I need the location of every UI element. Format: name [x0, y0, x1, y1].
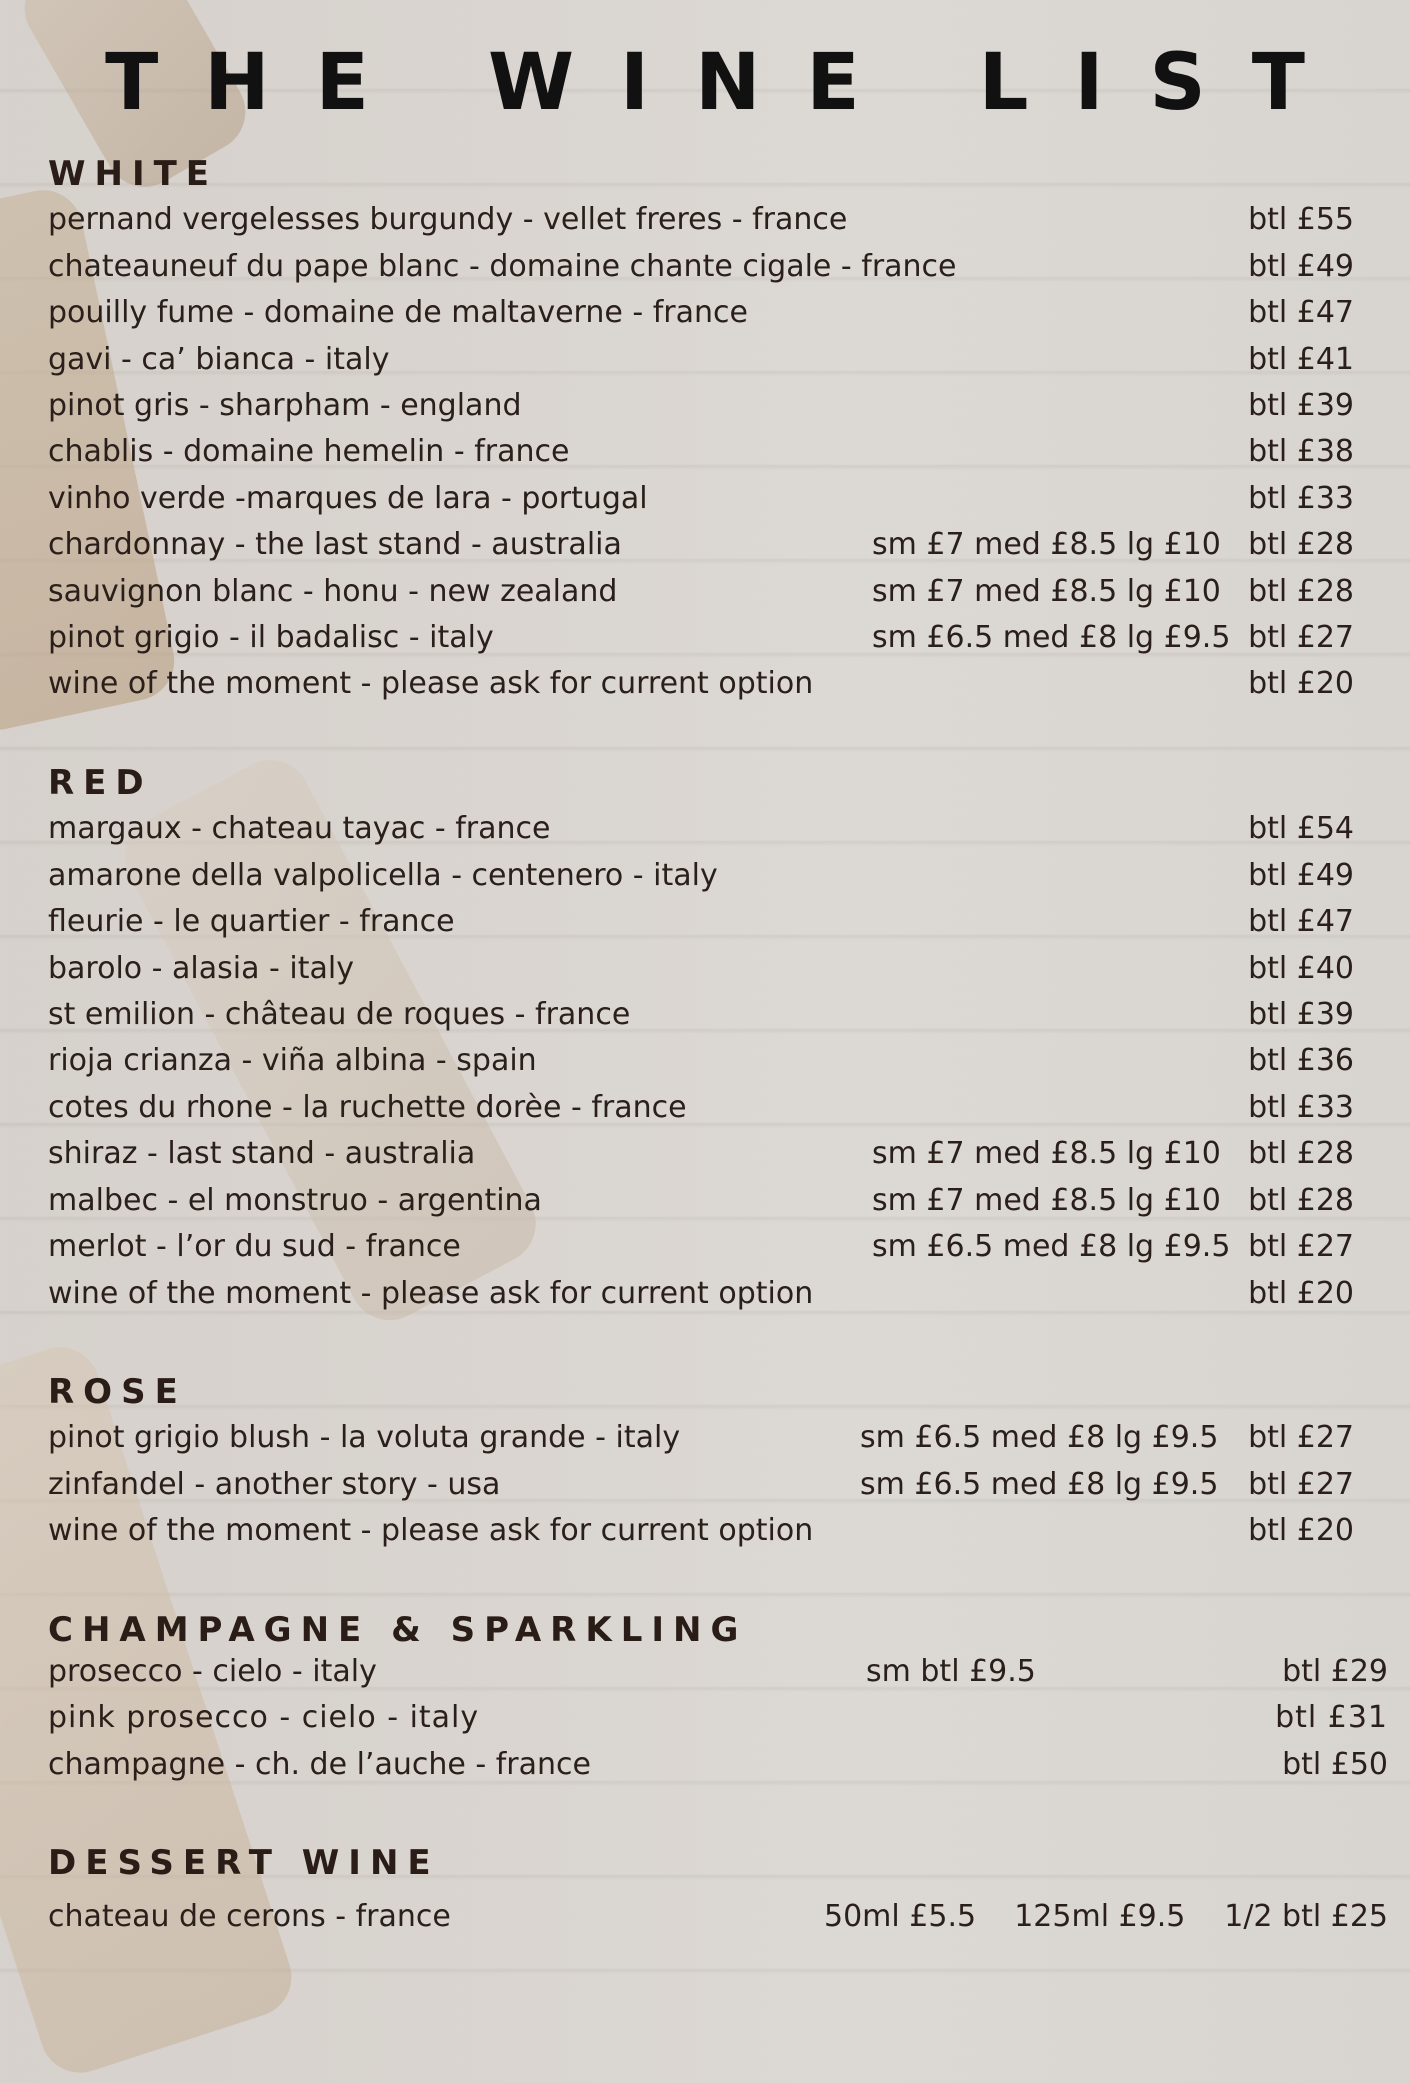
wine-name: chateauneuf du pape blanc - domaine chante cigale - france: [48, 249, 957, 284]
wine-row: [48, 1747, 1388, 1793]
wine-name: st emilion - château de roques - france: [48, 997, 631, 1032]
wine-name: pernand vergelesses burgundy - vellet freres - france: [48, 202, 848, 237]
glass-prices: sm £7 med £8.5 lg £10: [872, 1136, 1221, 1171]
bottle-price: btl £49: [1248, 858, 1354, 893]
bottle-price: btl £40: [1248, 951, 1354, 986]
wine-row: [48, 1899, 1388, 1945]
wine-name: pink prosecco - cielo - italy: [48, 1700, 480, 1735]
wine-row: [48, 1090, 1388, 1136]
page-title: THE WINE LIST: [105, 38, 1351, 128]
glass-prices: sm btl £9.5: [866, 1654, 1036, 1689]
wine-name: sauvignon blanc - honu - new zealand: [48, 574, 618, 609]
wine-name: gavi - ca’ bianca - italy: [48, 342, 390, 377]
wine-name: pinot grigio blush - la voluta grande - italy: [48, 1420, 681, 1455]
bottle-price: btl £49: [1248, 249, 1354, 284]
bottle-price: btl £27: [1248, 1467, 1354, 1502]
wine-row: [48, 666, 1388, 712]
bottle-price: btl £33: [1248, 481, 1354, 516]
bottle-price: btl £28: [1248, 527, 1354, 562]
wine-row: [48, 574, 1388, 620]
bottle-price: btl £39: [1248, 388, 1354, 423]
wine-name: pinot gris - sharpham - england: [48, 388, 522, 423]
wine-name: wine of the moment - please ask for current option: [48, 666, 814, 701]
wine-name: pinot grigio - il badalisc - italy: [48, 620, 494, 655]
bottle-price: btl £29: [1282, 1654, 1388, 1689]
bottle-price: btl £41: [1248, 342, 1354, 377]
wine-row: [48, 951, 1388, 997]
wine-row: [48, 1700, 1388, 1746]
glass-prices: sm £6.5 med £8 lg £9.5: [872, 620, 1231, 655]
wine-row: [48, 295, 1388, 341]
wine-row: [48, 1136, 1388, 1182]
wine-name: wine of the moment - please ask for current option: [48, 1513, 814, 1548]
section-heading-red: RED: [48, 763, 153, 803]
wine-row: [48, 997, 1388, 1043]
wine-row: [48, 342, 1388, 388]
wine-name: merlot - l’or du sud - france: [48, 1229, 461, 1264]
section-heading-rose: ROSE: [48, 1372, 187, 1412]
bottle-price: btl £54: [1248, 811, 1354, 846]
wine-name: fleurie - le quartier - france: [48, 904, 455, 939]
wine-row: [48, 1276, 1388, 1322]
glass-prices: sm £7 med £8.5 lg £10: [872, 574, 1221, 609]
wine-name: wine of the moment - please ask for current option: [48, 1276, 814, 1311]
wine-name: margaux - chateau tayac - france: [48, 811, 551, 846]
wine-row: [48, 249, 1388, 295]
wine-row: [48, 811, 1388, 857]
wine-name: chateau de cerons - france: [48, 1899, 451, 1934]
wine-name: cotes du rhone - la ruchette dorèe - france: [48, 1090, 687, 1125]
wine-row: [48, 1513, 1388, 1559]
glass-prices: sm £6.5 med £8 lg £9.5: [872, 1229, 1231, 1264]
glass-prices: sm £6.5 med £8 lg £9.5: [860, 1420, 1219, 1455]
bottle-price: btl £28: [1248, 1183, 1354, 1218]
wine-name: prosecco - cielo - italy: [48, 1654, 377, 1689]
bottle-price: btl £28: [1248, 1136, 1354, 1171]
wine-name: champagne - ch. de l’auche - france: [48, 1747, 591, 1782]
glass-prices: sm £6.5 med £8 lg £9.5: [860, 1467, 1219, 1502]
wine-row: [48, 620, 1388, 666]
wine-name: amarone della valpolicella - centenero - italy: [48, 858, 718, 893]
wine-row: [48, 858, 1388, 904]
bottle-price: btl £20: [1248, 1276, 1354, 1311]
bottle-price: btl £20: [1248, 666, 1354, 701]
bottle-price: btl £50: [1282, 1747, 1388, 1782]
wine-row: [48, 1467, 1388, 1513]
bottle-price: btl £55: [1248, 202, 1354, 237]
bottle-price: btl £36: [1248, 1043, 1354, 1078]
wine-row: [48, 481, 1388, 527]
section-heading-dessert: DESSERT WINE: [48, 1843, 440, 1883]
wine-row: [48, 527, 1388, 573]
section-heading-sparkling: CHAMPAGNE & SPARKLING: [48, 1610, 748, 1650]
wine-row: [48, 388, 1388, 434]
wine-name: chardonnay - the last stand - australia: [48, 527, 622, 562]
wine-name: rioja crianza - viña albina - spain: [48, 1043, 537, 1078]
wine-row: [48, 434, 1388, 480]
bottle-price: btl £28: [1248, 574, 1354, 609]
wine-row: [48, 1229, 1388, 1275]
bottle-price: btl £47: [1248, 904, 1354, 939]
bottle-price: btl £47: [1248, 295, 1354, 330]
wine-row: [48, 904, 1388, 950]
wine-name: zinfandel - another story - usa: [48, 1467, 501, 1502]
bottle-price: btl £39: [1248, 997, 1354, 1032]
section-heading-white: WHITE: [48, 154, 219, 194]
wine-row: [48, 202, 1388, 248]
wine-name: shiraz - last stand - australia: [48, 1136, 476, 1171]
glass-prices: 50ml £5.5 125ml £9.5: [824, 1899, 1186, 1934]
wine-row: [48, 1654, 1388, 1700]
wine-row: [48, 1420, 1388, 1466]
glass-prices: sm £7 med £8.5 lg £10: [872, 527, 1221, 562]
bottle-price: btl £33: [1248, 1090, 1354, 1125]
bottle-price: 1/2 btl £25: [1224, 1899, 1388, 1934]
wine-row: [48, 1183, 1388, 1229]
wine-row: [48, 1043, 1388, 1089]
wine-name: chablis - domaine hemelin - france: [48, 434, 570, 469]
bottle-price: btl £27: [1248, 1420, 1354, 1455]
bottle-price: btl £27: [1248, 620, 1354, 655]
wine-name: vinho verde -marques de lara - portugal: [48, 481, 648, 516]
bottle-price: btl £20: [1248, 1513, 1354, 1548]
wine-name: pouilly fume - domaine de maltaverne - france: [48, 295, 748, 330]
bottle-price: btl £38: [1248, 434, 1354, 469]
glass-prices: sm £7 med £8.5 lg £10: [872, 1183, 1221, 1218]
wine-name: barolo - alasia - italy: [48, 951, 354, 986]
bottle-price: btl £31: [1275, 1700, 1388, 1735]
wine-name: malbec - el monstruo - argentina: [48, 1183, 542, 1218]
bottle-price: btl £27: [1248, 1229, 1354, 1264]
